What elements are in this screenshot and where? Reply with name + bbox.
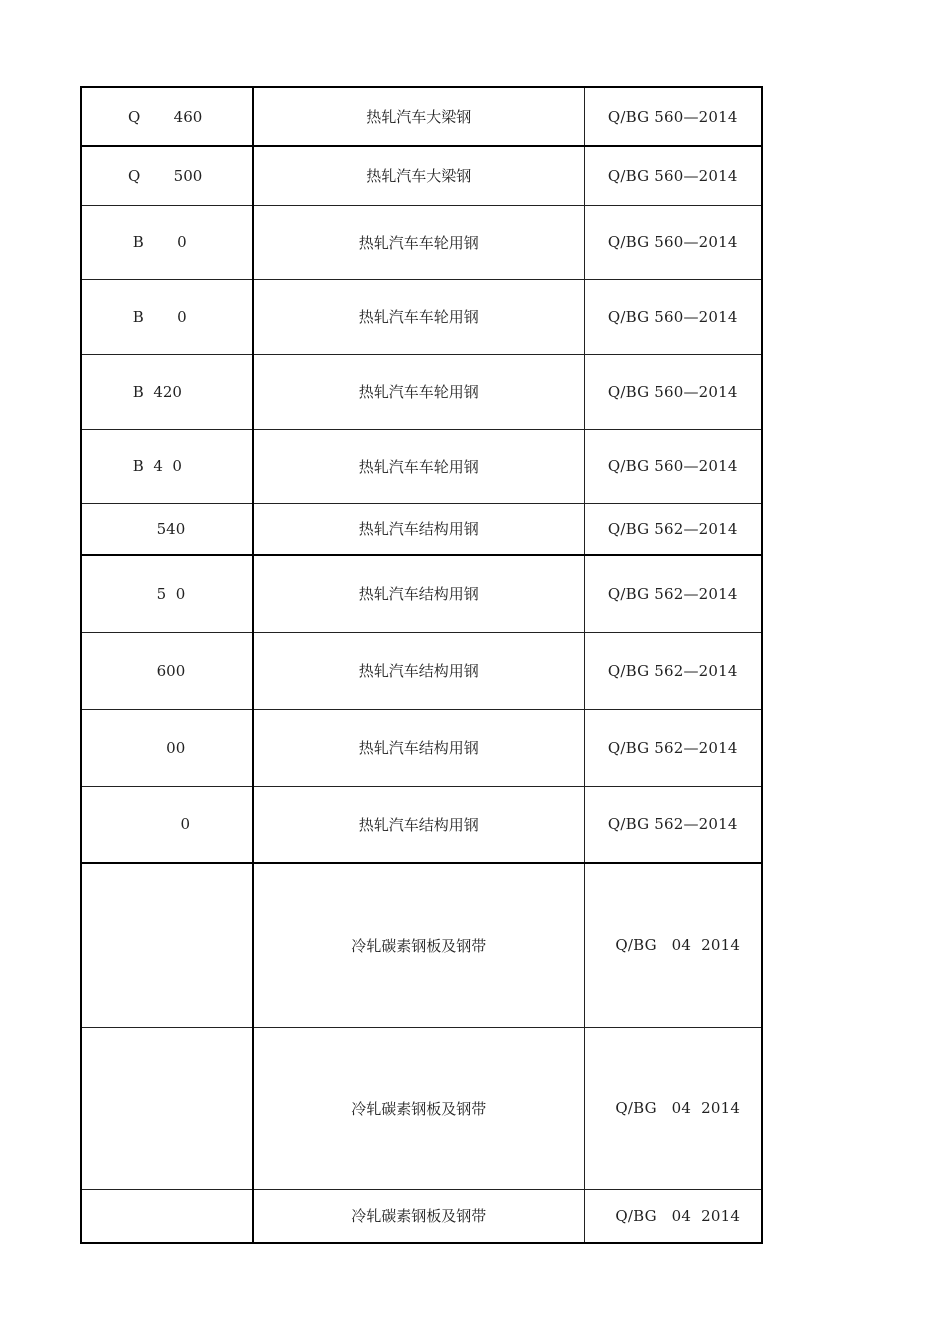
standard-cell: Q/BG 560—2014	[584, 205, 762, 279]
grade-cell: B 4 0	[81, 429, 253, 503]
table-row	[81, 632, 762, 709]
grade-cell: 600	[81, 632, 253, 709]
grade-cell	[81, 1189, 253, 1243]
grade-cell: 00	[81, 709, 253, 786]
product-name-cell: 热轧汽车结构用钢	[253, 709, 584, 786]
product-name-cell: 热轧汽车大梁钢	[253, 146, 584, 205]
standard-cell: Q/BG 562—2014	[584, 786, 762, 863]
table-row	[81, 429, 762, 503]
table-row	[81, 503, 762, 555]
standard-cell: Q/BG 560—2014	[584, 87, 762, 146]
grade-cell: 0	[81, 786, 253, 863]
grade-cell	[81, 1027, 253, 1189]
standard-cell: Q/BG 560—2014	[584, 279, 762, 354]
product-name-cell: 热轧汽车车轮用钢	[253, 279, 584, 354]
standard-cell: Q/BG 560—2014	[584, 429, 762, 503]
product-name-cell: 冷轧碳素钢板及钢带	[253, 1027, 584, 1189]
table-row	[81, 555, 762, 632]
standard-cell: Q/BG 560—2014	[584, 354, 762, 429]
product-name-cell: 热轧汽车大梁钢	[253, 87, 584, 146]
product-name-cell: 热轧汽车结构用钢	[253, 503, 584, 555]
grade-cell: 540	[81, 503, 253, 555]
grade-cell: Q 460	[81, 87, 253, 146]
standard-cell: Q/BG 04 2014	[584, 1189, 762, 1243]
grade-cell: B 0	[81, 205, 253, 279]
steel-grade-table	[80, 86, 763, 1244]
product-name-cell: 热轧汽车结构用钢	[253, 786, 584, 863]
table-row	[81, 1189, 762, 1243]
product-name-cell: 热轧汽车结构用钢	[253, 632, 584, 709]
grade-cell: 5 0	[81, 555, 253, 632]
standard-cell: Q/BG 562—2014	[584, 503, 762, 555]
standard-cell: Q/BG 04 2014	[584, 1027, 762, 1189]
table-row	[81, 863, 762, 1027]
table-row	[81, 354, 762, 429]
table-row	[81, 87, 762, 146]
product-name-cell: 热轧汽车结构用钢	[253, 555, 584, 632]
product-name-cell: 冷轧碳素钢板及钢带	[253, 863, 584, 1027]
grade-cell: Q 500	[81, 146, 253, 205]
grade-cell	[81, 863, 253, 1027]
table-row	[81, 146, 762, 205]
table-row	[81, 709, 762, 786]
product-name-cell: 热轧汽车车轮用钢	[253, 205, 584, 279]
grade-cell: B 0	[81, 279, 253, 354]
standard-cell: Q/BG 04 2014	[584, 863, 762, 1027]
standard-cell: Q/BG 560—2014	[584, 146, 762, 205]
standard-cell: Q/BG 562—2014	[584, 555, 762, 632]
table-row	[81, 1027, 762, 1189]
grade-cell: B 420	[81, 354, 253, 429]
product-name-cell: 热轧汽车车轮用钢	[253, 429, 584, 503]
table-row	[81, 786, 762, 863]
table-row	[81, 279, 762, 354]
product-name-cell: 热轧汽车车轮用钢	[253, 354, 584, 429]
standard-cell: Q/BG 562—2014	[584, 709, 762, 786]
standard-cell: Q/BG 562—2014	[584, 632, 762, 709]
product-name-cell: 冷轧碳素钢板及钢带	[253, 1189, 584, 1243]
table-row	[81, 205, 762, 279]
